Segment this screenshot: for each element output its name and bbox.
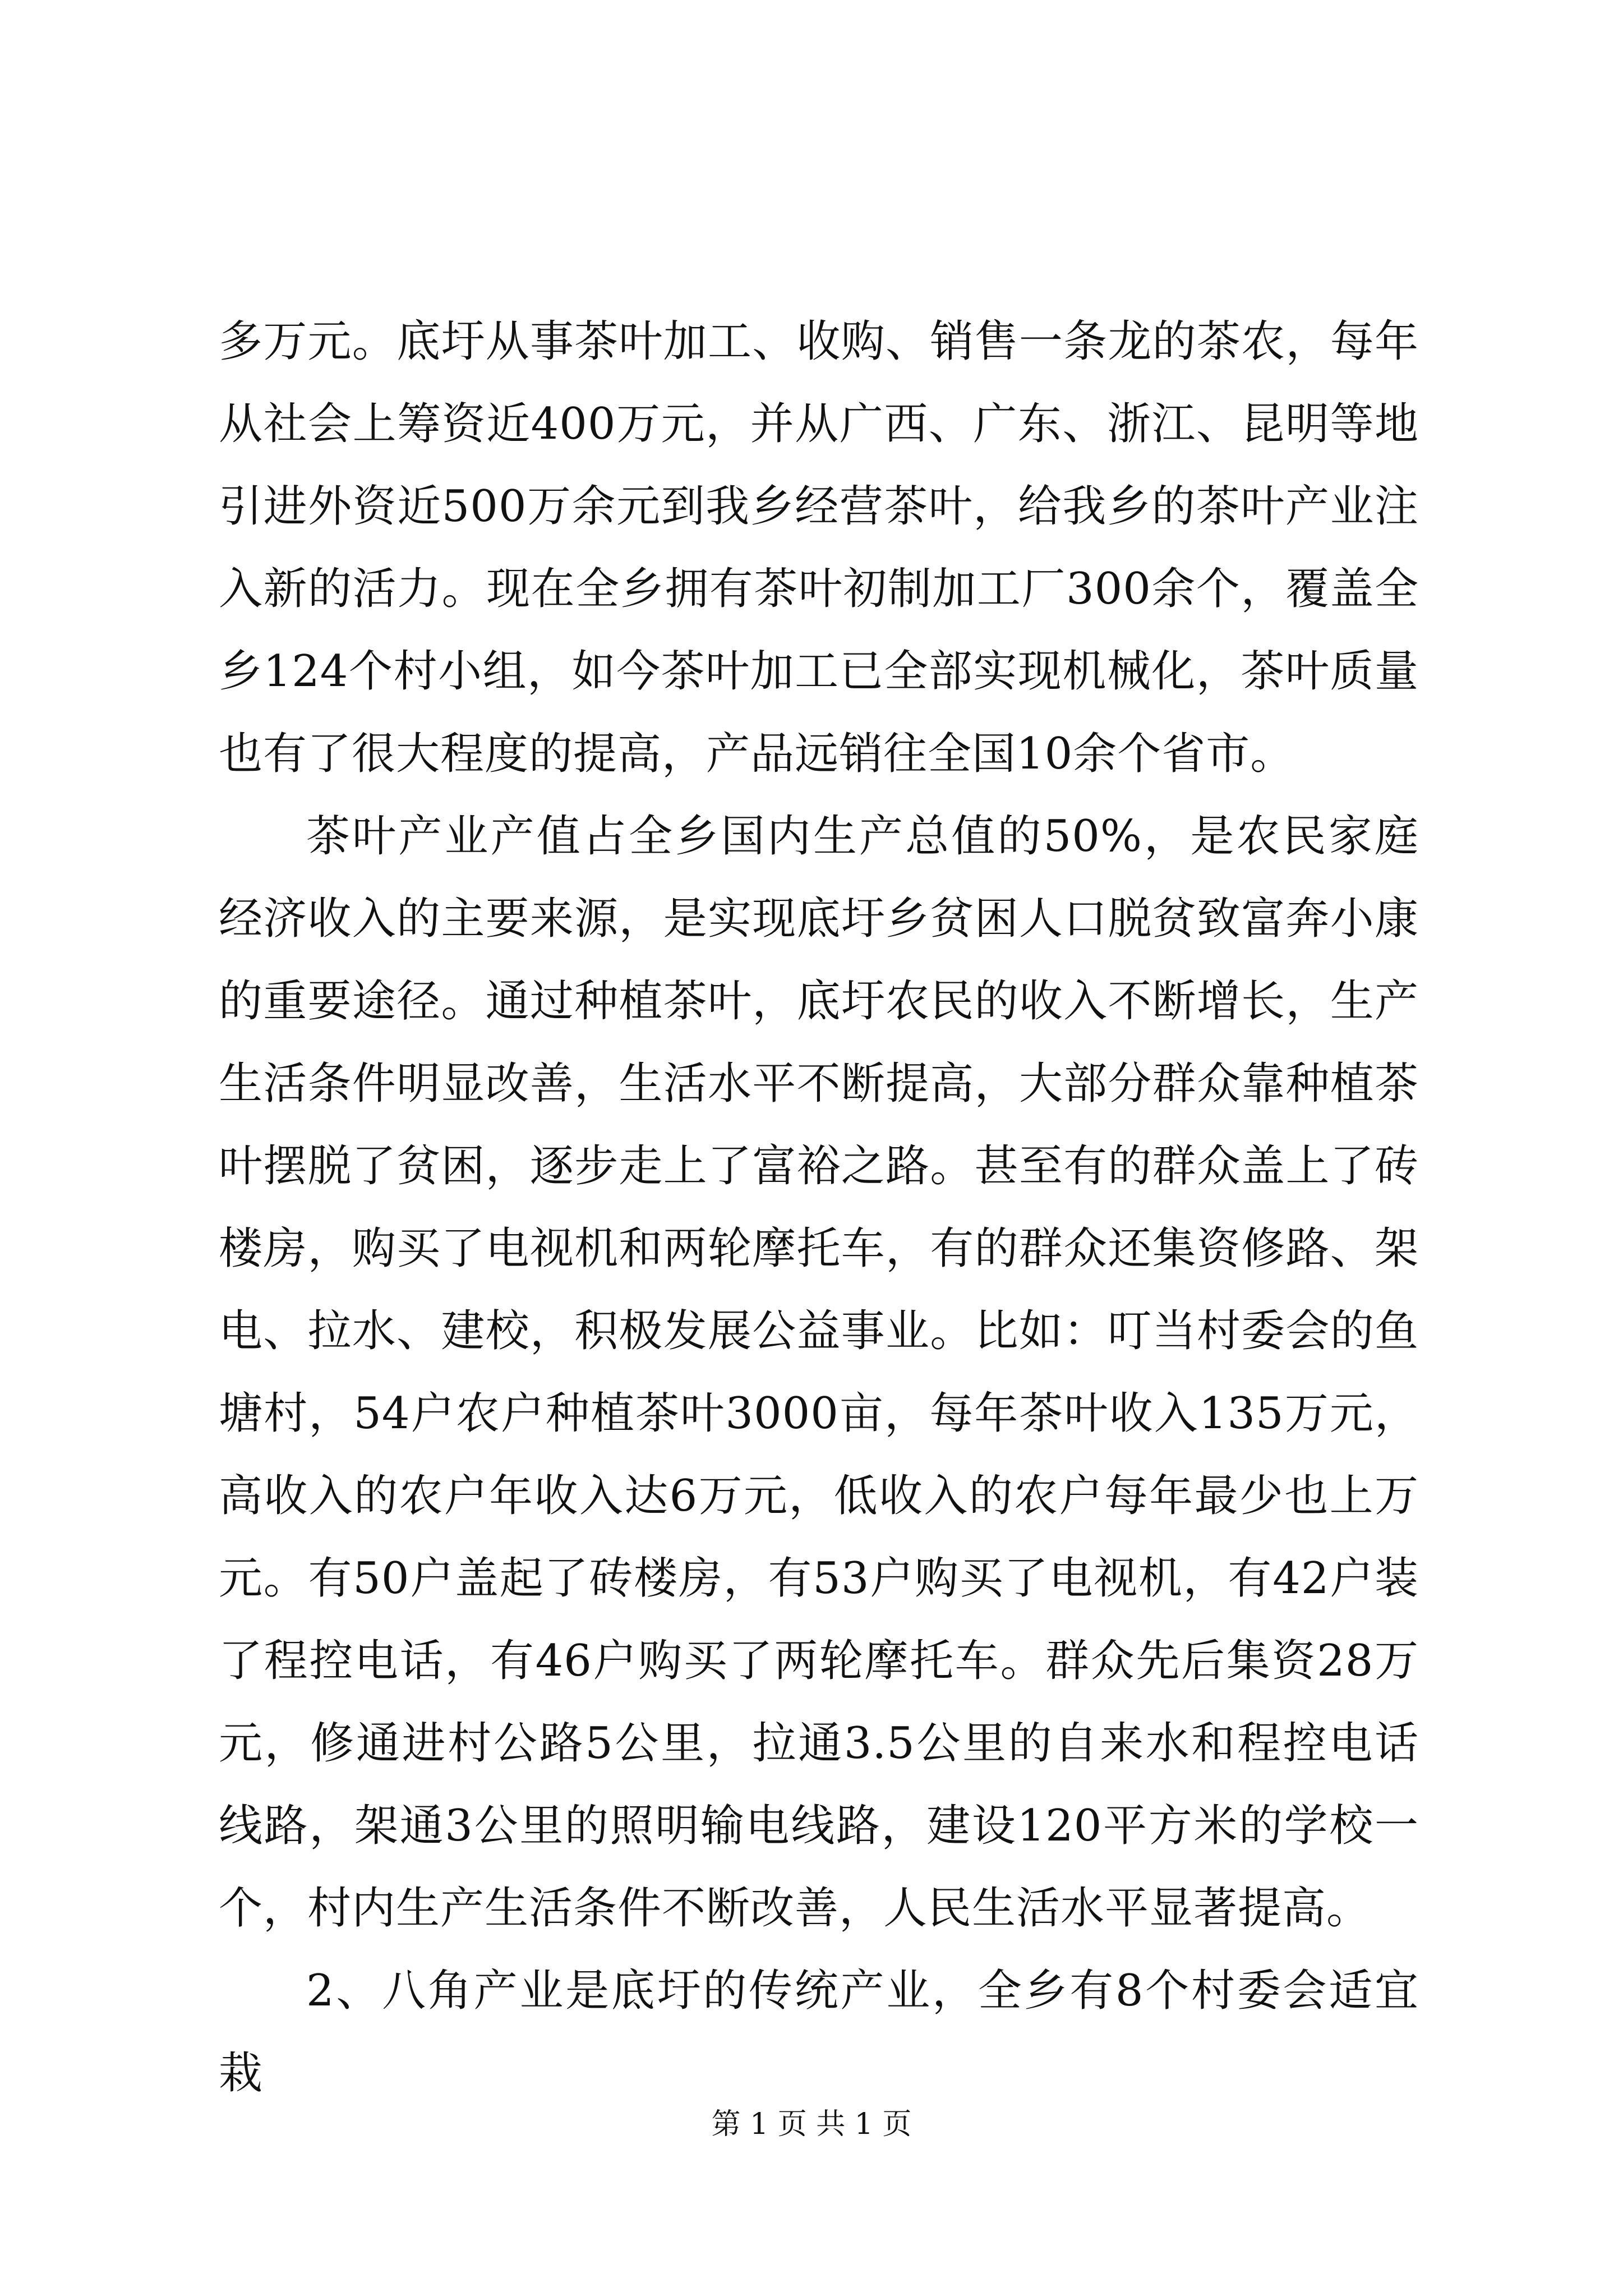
page-footer: 第 1 页 共 1 页 bbox=[711, 2108, 912, 2141]
document-body bbox=[219, 301, 1419, 2115]
paragraph-continued: 多万元。底圩从事茶叶加工、收购、销售一条龙的茶农，每年从社会上筹资近400万元，并从广西、广东、浙江、昆明等地引进外资近500万余元到我乡经营茶叶，给我乡的茶叶产业注入新的活力。现在全乡拥有茶叶初制加工厂300余个，覆盖全乡124个村小组，如今茶叶加工已全部实现机械化，茶叶质量也有了很大程度的提高，产品远销往全国10余个省市。 bbox=[219, 316, 1419, 779]
paragraph-star-anise: 2、八角产业是底圩的传统产业，全乡有8个村委会适宜栽 bbox=[219, 1966, 1419, 2099]
paragraph-tea-industry: 茶叶产业产值占全乡国内生产总值的50%，是农民家庭经济收入的主要来源，是实现底圩乡贫困人口脱贫致富奔小康的重要途径。通过种植茶叶，底圩农民的收入不断增长，生产生活条件明显改善，生活水平不断提高，大部分群众靠种植茶叶摆脱了贫困，逐步走上了富裕之路。甚至有的群众盖上了砖楼房，购买了电视机和两轮摩托车，有的群众还集资修路、架电、拉水、建校，积极发展公益事业。比如：叮当村委会的鱼塘村，54户农户种植茶叶3000亩，每年茶叶收入135万元，高收入的农户年收入达6万元，低收入的农户每年最少也上万元。有50户盖起了砖楼房，有53户购买了电视机，有42户装了程控电话，有46户购买了两轮摩托车。群众先后集资28万元，修通进村公路5公里，拉通3.5公里的自来水和程控电话线路，架通3公里的照明输电线路，建设120平方米的学校一个，村内生产生活条件不断改善，人民生活水平显著提高。 bbox=[219, 811, 1419, 1934]
